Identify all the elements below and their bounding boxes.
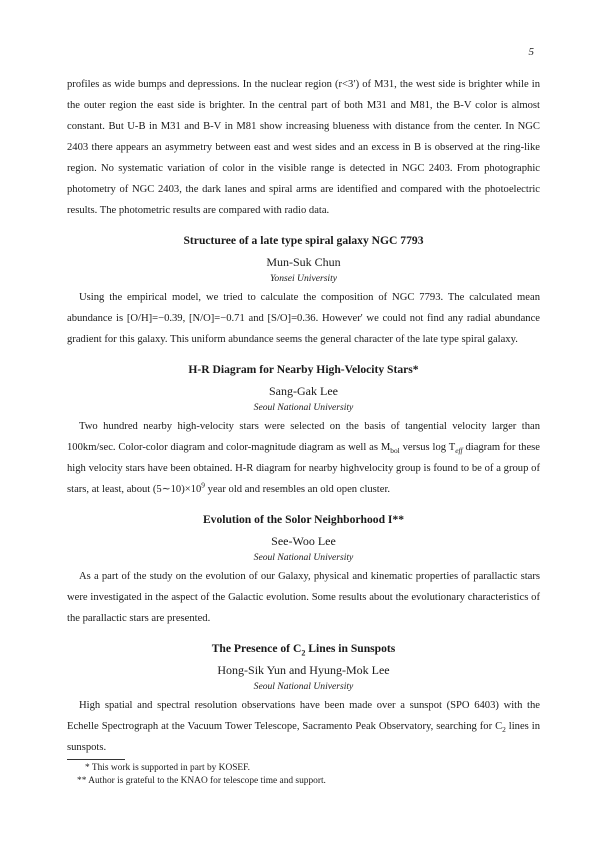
abstract-section-c2-sunspots [67, 641, 540, 758]
abstract-text-part: High spatial and spectral resolution observations have been made over a sunspot (SPO 6403) with the Echelle Spectrograph at the Vacuum Tower Telescope, Sacramento Peak Observatory, searching for C [67, 700, 540, 732]
abstract-text-part: year old and resembles an old open cluster. [205, 484, 391, 495]
affiliation: Seoul National University [253, 552, 354, 563]
abstract-text-part: versus log T [399, 442, 456, 453]
subscript: eff [455, 446, 463, 456]
abstract-text: Using the empirical model, we tried to calculate the composition of NGC 7793. The calculated mean abundance is [O/H]=−0.39, [N/O]=−0.71 and [S/O]=0.36. However' we could not find any radial abundance gradient for this galaxy. This uniform abundance seems the general character of the late type spiral galaxy. [67, 292, 540, 345]
abstract-section-ngc7793 [67, 233, 540, 350]
abstract-text [67, 695, 540, 758]
abstract-text [67, 416, 540, 500]
subscript: 2 [502, 725, 506, 735]
section-title [67, 641, 540, 657]
affiliation: Seoul National University [253, 402, 354, 413]
affiliation: Yonsei University [269, 273, 338, 284]
abstract-text: As a part of the study on the evolution of our Galaxy, physical and kinematic properties of parallactic stars were investigated in the aspect of the Galactic evolution. Some results about the evolutionary characteristics of the parallactic stars are presented. [67, 571, 540, 624]
author-name: Sang-Gak Lee [269, 384, 338, 398]
page-content [67, 74, 540, 758]
footnote-divider [67, 759, 125, 760]
footnote: ** Author is grateful to the KNAO for telescope time and support. [77, 776, 326, 786]
title-part: The Presence of C [211, 642, 302, 655]
abstract-section-hr-diagram [67, 362, 540, 500]
affiliation: Seoul National University [253, 681, 354, 692]
page-number: 5 [528, 46, 534, 58]
author-name: Mun-Suk Chun [266, 255, 341, 269]
subscript: 2 [301, 648, 306, 658]
abstract-text-part: diagram for these high velocity stars have been obtained. H-R diagram for nearby highvelocity group is found to be of a group of stars, at least, about (5∼10)×10 [67, 442, 540, 495]
intro-paragraph: profiles as wide bumps and depressions. In the nuclear region (r<3′) of M31, the west side is brighter while in the outer region the east side is brighter. In the central part of both M31 and M81, the B-V color is almost constant. But U-B in M31 and B-V in M81 show increasing blueness with distance from the center. In NGC 2403 there appears an asymmetry between east and west sides and an excess in B is observed at the ring-like region. No systematic variation of color in the visible range is detected in NGC 2403. From photographic photometry of NGC 2403, the dark lanes and spiral arms are identified and compared with the photoelectric results. The photometric results are compared with radio data. [67, 79, 540, 216]
abstract-text-part: Two hundred nearby high-velocity stars were selected on the basis of tangential velocity larger than 100km/sec. Color-color diagram and color-magnitude diagram as well as M [67, 421, 540, 453]
abstract-text-part: lines in sunspots. [67, 721, 541, 753]
section-title: Structuree of a late type spiral galaxy NGC 7793 [183, 234, 424, 247]
footnote: * This work is supported in part by KOSEF. [85, 763, 250, 773]
author-name: See-Woo Lee [271, 534, 336, 548]
section-title: Evolution of the Solor Neighborhood I** [202, 513, 405, 526]
title-part: Lines in Sunspots [305, 642, 396, 655]
author-name: Hong-Sik Yun and Hyung-Mok Lee [217, 663, 390, 677]
superscript: 9 [201, 480, 205, 490]
section-title: H-R Diagram for Nearby High-Velocity Stars* [188, 363, 419, 376]
footnotes [77, 762, 517, 788]
subscript: bol [390, 446, 400, 456]
abstract-section-solar-neighborhood [67, 512, 540, 629]
